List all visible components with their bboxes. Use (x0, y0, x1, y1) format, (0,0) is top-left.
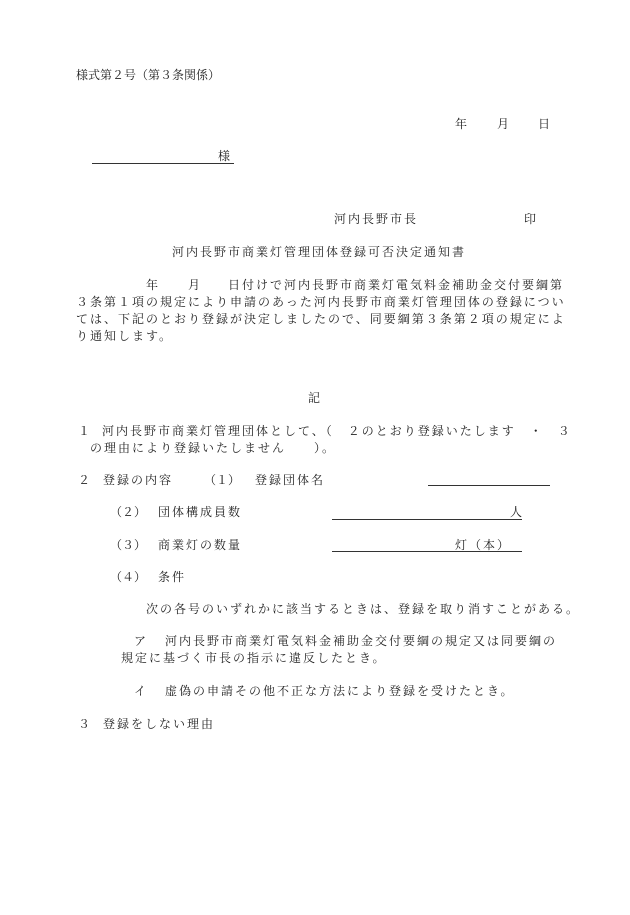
light-unit: 灯（本） (455, 538, 512, 552)
item2-label: 登録の内容 (103, 473, 174, 487)
body-line-3: ては、下記のとおり登録が決定しましたので、同要綱第３条第２項の規定によ (76, 312, 566, 326)
condition-a-line-2: 規定に基づく市長の指示に違反したとき。 (121, 651, 387, 665)
condition-a-mark: ア (134, 634, 147, 648)
item1-line-1: 河内長野市商業灯管理団体として、（ ２のとおり登録いたします ・ ３ (102, 424, 572, 438)
item2-sub3-number: （３） (110, 538, 147, 552)
ki-heading: 記 (308, 391, 321, 405)
body-line-2: ３条第１項の規定により申請のあった河内長野市商業灯管理団体の登録につい (76, 295, 566, 309)
form-number: 様式第２号（第３条関係） (76, 68, 221, 82)
body-year: 年 (146, 278, 159, 292)
item3-label: 登録をしない理由 (103, 717, 216, 731)
item3-number: ３ (78, 717, 91, 731)
condition-i-text: 虚偽の申請その他不正な方法により登録を受けたとき。 (165, 684, 515, 698)
addressee-suffix: 様 (218, 149, 231, 163)
item2-sub1-number: （１） (204, 473, 241, 487)
addressee-line (92, 163, 234, 164)
item2-number: ２ (78, 473, 91, 487)
item2-sub2-label: 団体構成員数 (158, 505, 243, 519)
member-unit: 人 (510, 505, 523, 519)
member-count-line (332, 519, 522, 520)
item2-sub1-label: 登録団体名 (255, 473, 326, 487)
date-day: 日 (538, 117, 551, 131)
item1-line-2: の理由により登録いたしません ）。 (90, 441, 337, 455)
item2-sub3-label: 商業灯の数量 (158, 538, 243, 552)
document-title: 河内長野市商業灯管理団体登録可否決定通知書 (172, 245, 467, 259)
condition-a-line-1: 河内長野市商業灯電気料金補助金交付要綱の規定又は同要綱の (165, 634, 558, 648)
condition-intro: 次の各号のいずれかに該当するときは、登録を取り消すことがある。 (146, 602, 581, 616)
date-year: 年 (455, 117, 468, 131)
group-name-line (428, 485, 550, 486)
item1-number: １ (78, 424, 91, 438)
item2-sub4-number: （４） (110, 570, 147, 584)
body-line-4: り通知します。 (76, 329, 174, 343)
item2-sub2-number: （２） (110, 505, 147, 519)
issuer-name: 河内長野市長 (334, 212, 419, 226)
date-month: 月 (497, 117, 510, 131)
condition-i-mark: イ (134, 684, 147, 698)
item2-sub4-label: 条件 (158, 570, 187, 584)
body-line-1: 日付けで河内長野市商業灯電気料金補助金交付要綱第 (228, 278, 565, 292)
light-count-line (332, 551, 522, 552)
body-month: 月 (188, 278, 201, 292)
seal-mark: 印 (524, 212, 537, 226)
